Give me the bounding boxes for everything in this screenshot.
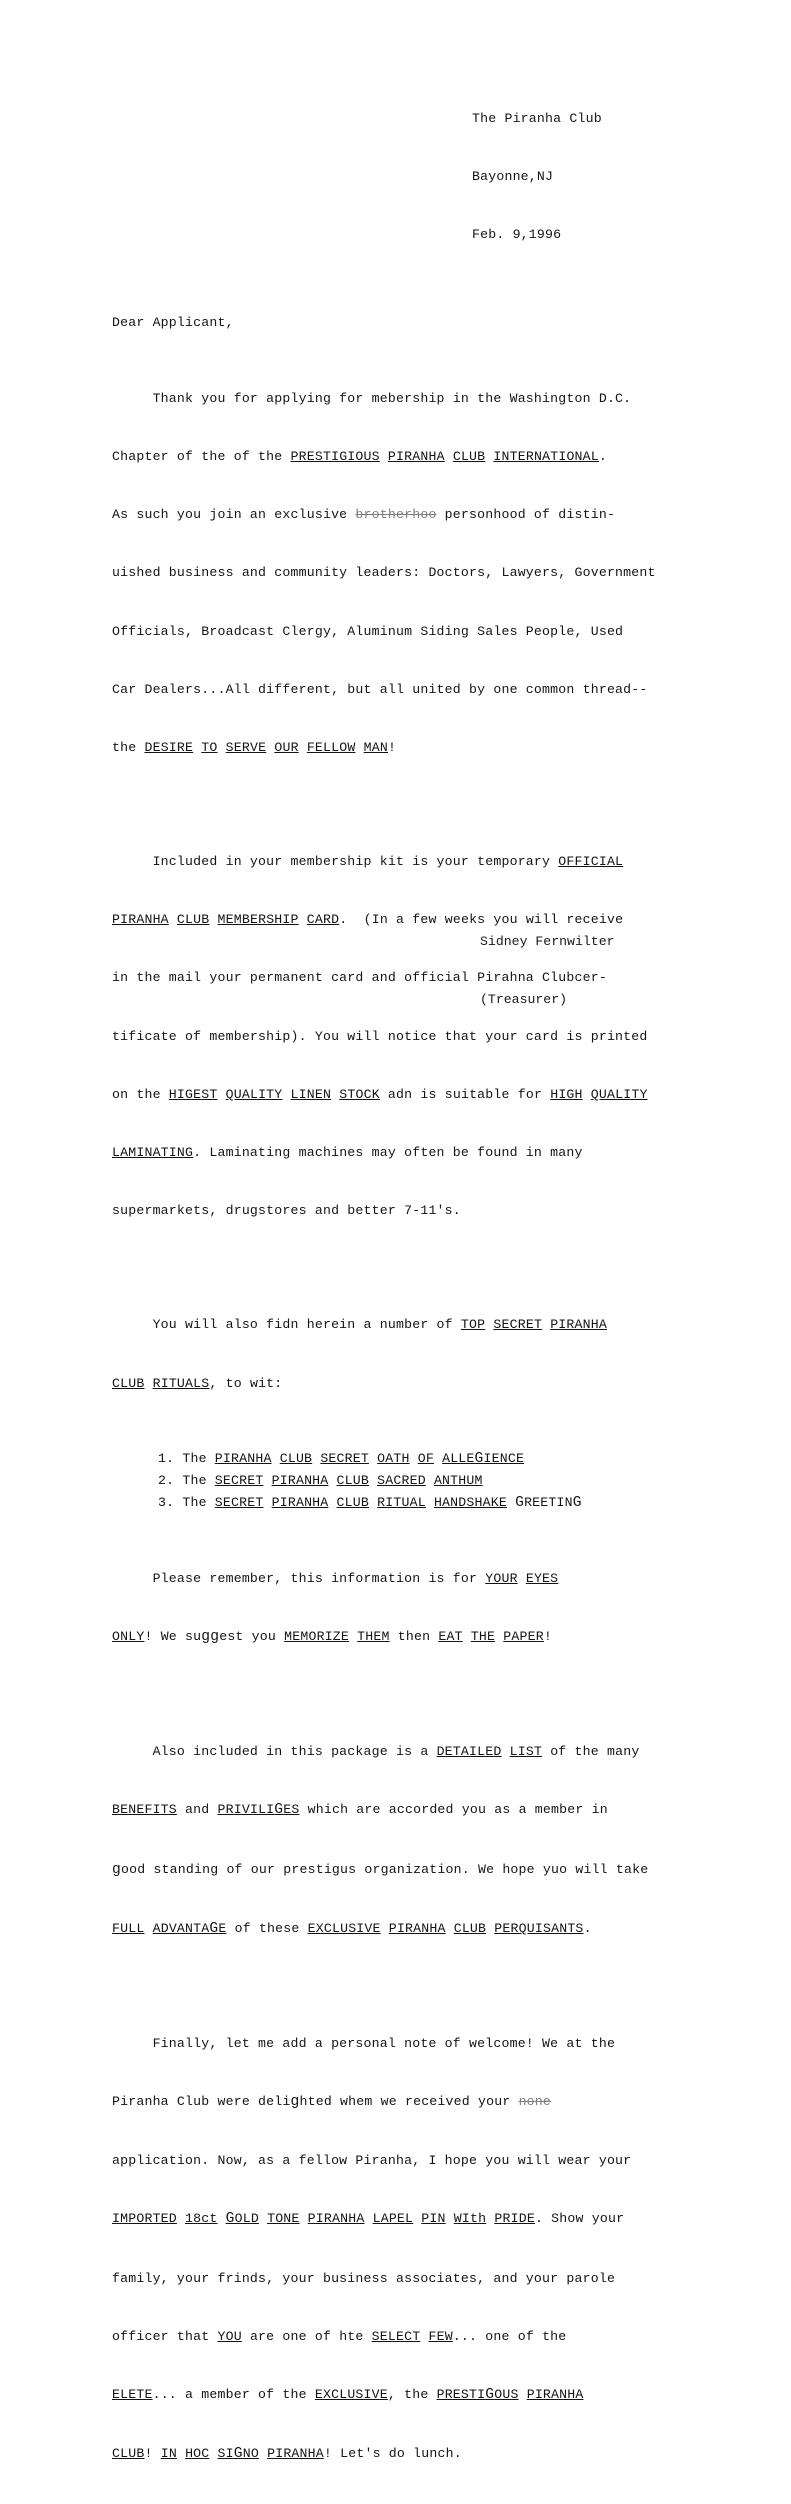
paragraph-5 bbox=[112, 1703, 752, 1978]
line: in the mail your permanent card and official Pirahna Clubcer- bbox=[112, 970, 607, 986]
line: application. Now, as a fellow Piranha, I hope you will wear your bbox=[112, 2153, 632, 2169]
line: officer that YOU are one of hte SELECT FEW... one of the bbox=[112, 2328, 567, 2344]
line: good standing of our prestigus organization. We hope yuo will take bbox=[112, 1861, 649, 1878]
letter-body bbox=[112, 70, 752, 2504]
paragraph-4 bbox=[112, 1530, 752, 1686]
line: Thank you for applying for mebership in the Washington D.C. bbox=[112, 390, 632, 406]
line: family, your frinds, your business associates, and your parole bbox=[112, 2270, 616, 2286]
line: ELETE... a member of the EXCLUSIVE, the PRESTIGOUS PIRANHA bbox=[112, 2387, 584, 2404]
ritual-list bbox=[112, 1449, 752, 1513]
line: FULL ADVANTAGE of these EXCLUSIVE PIRANHA CLUB PERQUISANTS. bbox=[112, 1920, 592, 1937]
line: As such you join an exclusive brotherhoo personhood of distin- bbox=[112, 507, 616, 523]
line: uished business and community leaders: Doctors, Lawyers, Government bbox=[112, 565, 656, 581]
line: Please remember, this information is for YOUR EYES bbox=[112, 1570, 559, 1586]
line: supermarkets, drugstores and better 7-11's. bbox=[112, 1203, 461, 1219]
line: CLUB RITUALS, to wit: bbox=[112, 1375, 283, 1391]
line: Finally, let me add a personal note of welcome! We at the bbox=[112, 2035, 616, 2051]
line: Officials, Broadcast Clergy, Aluminum Siding Sales People, Used bbox=[112, 623, 624, 639]
signature-block bbox=[480, 893, 615, 1048]
line: ONLY! We suggest you MEMORIZE THEM then EAT THE PAPER! bbox=[112, 1629, 552, 1646]
line: BENEFITS and PRIVILIGES which are accorded you as a member in bbox=[112, 1802, 608, 1819]
line: tificate of membership). You will notice that your card is printed bbox=[112, 1028, 648, 1044]
paragraph-2 bbox=[112, 813, 752, 1259]
signature-title: (Treasurer) bbox=[480, 992, 568, 1008]
letterhead-location: Bayonne,NJ bbox=[472, 169, 554, 185]
list-item: 2. The SECRET PIRANHA CLUB SACRED ANTHUM bbox=[158, 1473, 483, 1489]
signature-name: Sidney Fernwilter bbox=[480, 933, 615, 949]
line: IMPORTED 18ct GOLD TONE PIRANHA LAPEL PIN WIth PRIDE. Show your bbox=[112, 2211, 625, 2228]
line: CLUB! IN HOC SIGNO PIRANHA! Let's do lunch. bbox=[112, 2446, 462, 2463]
line: on the HIGEST QUALITY LINEN STOCK adn is suitable for HIGH QUALITY bbox=[112, 1086, 648, 1102]
letterhead-organization: The Piranha Club bbox=[472, 110, 602, 126]
paragraph-1 bbox=[112, 350, 752, 796]
list-item: 1. The PIRANHA CLUB SECRET OATH OF ALLEGIENCE bbox=[158, 1450, 525, 1467]
paragraph-6 bbox=[112, 1995, 752, 2504]
letterhead-date: Feb. 9,1996 bbox=[472, 227, 562, 243]
line: Car Dealers...All different, but all united by one common thread-- bbox=[112, 681, 648, 697]
line: PIRANHA CLUB MEMBERSHIP CARD. (In a few weeks you will receive bbox=[112, 912, 624, 928]
letterhead-block bbox=[472, 70, 752, 283]
line: Piranha Club were delighted whem we received your none bbox=[112, 2094, 552, 2110]
line: You will also fidn herein a number of TOP SECRET PIRANHA bbox=[112, 1317, 607, 1333]
line: Included in your membership kit is your temporary OFFICIAL bbox=[112, 854, 624, 870]
paragraph-3 bbox=[112, 1277, 752, 1432]
line: LAMINATING. Laminating machines may often be found in many bbox=[112, 1145, 583, 1161]
list-item: 3. The SECRET PIRANHA CLUB RITUAL HANDSHAKE GREETING bbox=[158, 1494, 582, 1511]
line: Chapter of the of the PRESTIGIOUS PIRANHA CLUB INTERNATIONAL. bbox=[112, 448, 608, 464]
line: Also included in this package is a DETAILED LIST of the many bbox=[112, 1744, 640, 1760]
salutation: Dear Applicant, bbox=[112, 315, 234, 331]
line: the DESIRE TO SERVE OUR FELLOW MAN! bbox=[112, 740, 397, 755]
